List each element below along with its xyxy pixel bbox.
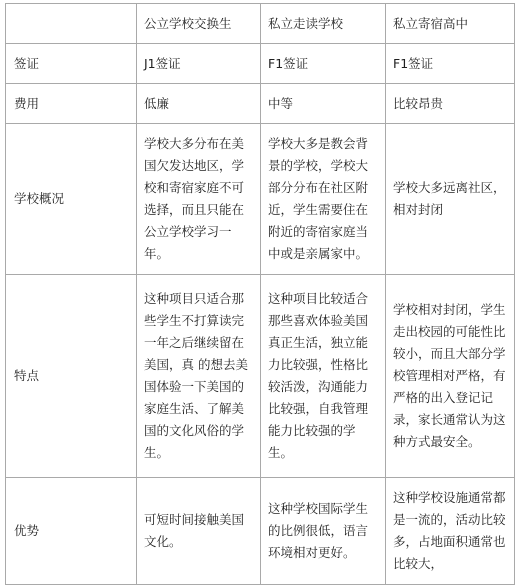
table-cell: 比较昂贵 — [386, 84, 515, 124]
table-cell: 学校大多远离社区，相对封闭 — [386, 124, 515, 275]
table-row — [6, 124, 515, 275]
header-cell-private-boarding: 私立寄宿高中 — [386, 4, 515, 44]
table-cell: J1签证 — [137, 44, 261, 84]
table-cell: 学校相对封闭，学生走出校园的可能性比较小，而且大部分学校管理相对严格，有严格的出入登记记录，家长通常认为这种方式最安全。 — [386, 275, 515, 478]
table-row — [6, 478, 515, 585]
table-cell: 这种学校设施通常都是一流的，活动比较多，占地面积通常也比较大， — [386, 478, 515, 585]
table-header-row — [6, 4, 515, 44]
row-label-cost: 费用 — [6, 84, 137, 124]
table-cell: 可短时间接触美国文化。 — [137, 478, 261, 585]
row-label-overview: 学校概况 — [6, 124, 137, 275]
table-cell: 这种项目只适合那些学生不打算读完一年之后继续留在美国，真 的想去美国体验一下美国的家庭生活、了解美国的文化风俗的学生。 — [137, 275, 261, 478]
table-cell: 这种学校国际学生的比例很低，语言环境相对更好。 — [261, 478, 386, 585]
table-cell: F1签证 — [386, 44, 515, 84]
table-cell: 学校大多分布在美国欠发达地区，学校和寄宿家庭不可选择，而且只能在公立学校学习一年。 — [137, 124, 261, 275]
table-row — [6, 275, 515, 478]
table-cell: 低廉 — [137, 84, 261, 124]
row-label-advantages: 优势 — [6, 478, 137, 585]
header-cell-private-day: 私立走读学校 — [261, 4, 386, 44]
table-cell: 学校大多是教会背景的学校，学校大部分分布在社区附近，学生需要住在附近的寄宿家庭当中或是亲属家中。 — [261, 124, 386, 275]
table-cell: 中等 — [261, 84, 386, 124]
table-cell: 这种项目比较适合那些喜欢体验美国真正生活，独立能力比较强，性格比较活泼，沟通能力比较强，自我管理能力比较强的学生。 — [261, 275, 386, 478]
table-cell: F1签证 — [261, 44, 386, 84]
table-row — [6, 44, 515, 84]
row-label-features: 特点 — [6, 275, 137, 478]
comparison-table — [5, 3, 515, 585]
header-cell-empty — [6, 4, 137, 44]
header-cell-public-exchange: 公立学校交换生 — [137, 4, 261, 44]
row-label-visa: 签证 — [6, 44, 137, 84]
table-row — [6, 84, 515, 124]
